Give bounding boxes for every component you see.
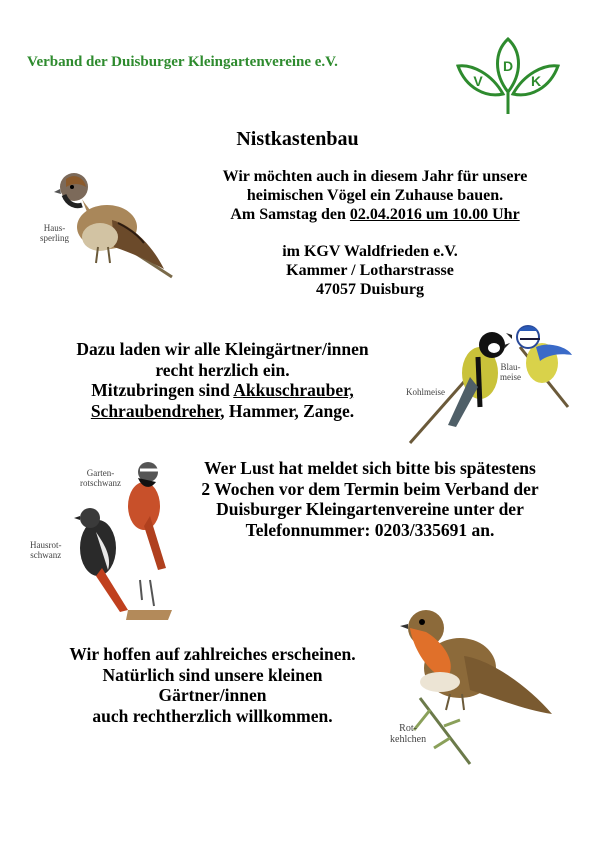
tools-prefix: Mitzubringen sind — [91, 380, 234, 400]
text-line: recht herzlich ein. — [155, 359, 290, 380]
bring-along-text — [40, 339, 405, 421]
caption-rotkehlchen — [390, 723, 426, 745]
invitation-line: Wir möchten auch in diesem Jahr für unsere — [222, 168, 528, 185]
registration-text — [165, 458, 575, 540]
logo-letter-k: K — [530, 73, 542, 89]
caption-line: Hausrot- — [30, 540, 62, 550]
caption-line: Rot- — [399, 723, 417, 734]
caption-line: kehlchen — [390, 734, 427, 745]
tool-schraubendreher: Schraubendreher — [90, 400, 221, 421]
tools-line — [40, 401, 405, 422]
invitation-text — [190, 167, 560, 224]
caption-gartenrotschwanz — [80, 468, 121, 488]
caption-line: Haus- — [43, 223, 66, 233]
caption-blaumeise — [500, 362, 521, 382]
text-line: Dazu laden wir alle Kleingärtner/innen — [76, 339, 369, 359]
postal-city: 47057 Duisburg — [315, 281, 425, 298]
date-line — [190, 205, 560, 224]
caption-kohlmeise: Kohlmeise — [406, 387, 445, 397]
event-date: 02.04.2016 um 10.00 Uhr — [349, 206, 520, 223]
text-line: Gärtner/innen — [158, 685, 267, 705]
venue-name: im KGV Waldfrieden e.V. — [282, 243, 458, 260]
text-line: Duisburger Kleingartenvereine unter der — [216, 499, 524, 519]
vdk-logo — [456, 36, 560, 116]
text-line: auch rechtherzlich willkommen. — [92, 705, 333, 726]
logo-letter-d: D — [502, 58, 514, 74]
closing-text — [30, 644, 395, 726]
tits-illustration — [408, 317, 576, 445]
tool-akkuschrauber: Akkuschrauber, — [233, 380, 354, 400]
page-title: Nistkastenbau — [236, 128, 359, 150]
caption-line: rotschwanz — [80, 478, 121, 488]
text-line: Wer Lust hat meldet sich bitte bis spätestens — [204, 458, 536, 478]
invitation-line: heimischen Vögel ein Zuhause bauen. — [246, 187, 504, 204]
caption-line: meise — [500, 372, 521, 382]
caption-haussperling — [40, 223, 69, 243]
tools-line — [40, 380, 405, 401]
text-line: Wir hoffen auf zahlreiches erscheinen. — [69, 644, 356, 664]
text-line: Natürlich sind unsere kleinen — [102, 664, 323, 685]
street: Kammer / Lotharstrasse — [286, 262, 454, 279]
caption-line: sperling — [40, 233, 69, 243]
text-line: 2 Wochen vor dem Termin beim Verband der — [201, 478, 539, 499]
logo-letter-v: V — [473, 73, 483, 89]
caption-line: Blau- — [500, 362, 521, 372]
sparrow-illustration — [52, 165, 174, 287]
phone-line: Telefonnummer: 0203/335691 an. — [245, 519, 495, 540]
organization-name: Verband der Duisburger Kleingartenvereine e.V. — [27, 54, 338, 70]
address-block — [220, 242, 520, 299]
caption-line: schwanz — [30, 550, 62, 560]
caption-line: Garten- — [86, 468, 115, 478]
caption-hausrotschwanz — [30, 540, 62, 560]
tools-rest: , Hammer, Zange. — [220, 400, 355, 421]
date-prefix: Am Samstag den — [230, 206, 350, 223]
